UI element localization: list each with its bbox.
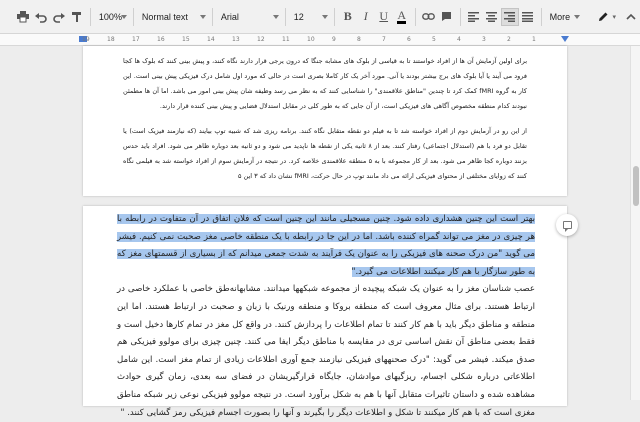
paragraph-text[interactable]: عصب شناسان مغز را به عنوان یک شبکه پیچیده از مجموعه شبکهها میدانند. مشابهانه‌طق خاصی با عملکرد خاصی در ارتباط هستند. برای مثال معروف است که منطقه بروکا و منطقه ورنیک با زبان و صحبت در ارتباط هستند. اما این منطقه و مناطق دیگر باید با هم کار کنند تا تمام اطلاعات را پردازش کنند. در واقع کل مغز در تمام کارها دخیل است و فقط بعضی مناطق آن نقش اساسی تری در مقایسه با مناطق دیگر ایفا می کنند. چنین چیزی برای مولوو فیزیکی هم صدق میکند. فیشر می گوید: "درک صحنههای فیزیکی نیازمند جمع آوری اطلاعات زیادی از تمام مغز است. این شامل اطلاعاتی درباره شکلی اجسام، ریزگیهای موادشان، جایگاه قرارگیریشان در فضای سه بعدی، زمان گیری حوادث مشاهده شده و داستان تاثیرات متقابل آنها با هم به شکل برآورد است. در نتیجه مولوو فیزیکی نوعی زیر شبکه مناطق مغزی است که با هم کار میکنند تا شکل و اطلاعات دیگر را بگیرند و آنها را بصورت اجسام فیزیکی رمز گشایی کنند. " bbox=[117, 284, 535, 418]
chevron-down-icon bbox=[121, 15, 127, 19]
ruler-tick-label: 11 bbox=[282, 36, 290, 43]
chevron-down-icon bbox=[574, 15, 580, 19]
document-page bbox=[83, 46, 567, 196]
ruler-tick-label: 16 bbox=[157, 36, 165, 43]
text-selection[interactable]: بهتر است این چنین هشداری داده شود. چنین مسجیلی مانند این چنین است که فلان اتفاق در آن متفاوت در رابطه با هر چیزی در مغز می تواند گمراه کننده باشد. اما در این جا در رابطه با یک منطقه خاصی مغز صحبت نمی کنیم. فیشر می گوید "من درک صحنه های فیزیکی را به عنوان یک فرآیند به شدت جمعی میدانم که از بسیاری از قسمتهای مغز که به طور سازگار با هم کار میکنند اطلاعات می گیرد." bbox=[117, 214, 535, 277]
toolbar-divider bbox=[133, 8, 134, 26]
ruler-tick-label: 15 bbox=[182, 36, 190, 43]
toolbar-divider bbox=[285, 8, 286, 26]
pencil-icon[interactable] bbox=[594, 8, 612, 26]
bold-button[interactable]: B bbox=[343, 9, 352, 23]
font-size-select[interactable] bbox=[290, 7, 330, 27]
chevron-down-icon[interactable]: ▾ bbox=[612, 12, 617, 21]
paragraph-text[interactable]: برای اولین آزمایش آن ها از افراد خواستند تا به قیاسی از بلوک های مشابه جنگا که درون یرجی قرار دارند نگاه کنند، و پیش بینی کنند که بلوک ها کجا فرود می آیند یا آیا بلوک های برج بیشتر بودند یا آنی. مورد آخر یک کار کاملا بصری است در حالی که مورد اول شامل درک فیزیکی پیش بینی است. این کار به گروه fMRI کمک کرد تا چندین "مناطق علاقمندی" را شناسایی کنند که به نظر می رسد وظیفه شان پیش بینی امور می باشد. اما آن ها مطمئن نبودند کدام منطقه مخصوص آگاهی های فیزیکی است، از آن جایی که به طور کلی در مقابل استدلال فضایی و پیش بینی کننده قرار دارند. bbox=[123, 57, 528, 110]
ruler-tick-label: 7 bbox=[382, 36, 386, 43]
undo-icon[interactable] bbox=[32, 8, 50, 26]
paragraph[interactable] bbox=[123, 54, 527, 184]
comment-icon bbox=[563, 221, 572, 229]
ruler-tick-label: 1 bbox=[532, 36, 536, 43]
align-center-icon[interactable] bbox=[483, 8, 501, 26]
collapse-icon[interactable] bbox=[622, 8, 640, 26]
italic-button[interactable]: I bbox=[363, 9, 368, 23]
more-label: More bbox=[549, 11, 571, 22]
text-color-label: A bbox=[397, 8, 407, 22]
font-select[interactable] bbox=[217, 7, 281, 27]
scrollbar[interactable] bbox=[630, 46, 640, 400]
ruler-tick-label: 13 bbox=[232, 36, 240, 43]
ruler-tick-label: 3 bbox=[482, 36, 486, 43]
ruler-tick-label: 6 bbox=[407, 36, 411, 43]
toolbar bbox=[0, 0, 640, 34]
toolbar-divider bbox=[334, 8, 335, 26]
ruler-tick-label: 4 bbox=[457, 36, 461, 43]
toolbar-divider bbox=[541, 8, 542, 26]
paragraph-style-select[interactable] bbox=[138, 7, 208, 27]
comment-icon[interactable] bbox=[438, 8, 456, 26]
font-size-value: 12 bbox=[293, 11, 304, 22]
add-comment-button[interactable] bbox=[556, 214, 578, 236]
ruler[interactable] bbox=[0, 34, 640, 46]
zoom-value: 100% bbox=[98, 11, 122, 22]
toolbar-divider bbox=[415, 8, 416, 26]
paint-format-icon[interactable] bbox=[68, 8, 86, 26]
ruler-tick-label: 8 bbox=[357, 36, 361, 43]
toolbar-divider bbox=[460, 8, 461, 26]
chevron-down-icon bbox=[200, 15, 206, 19]
ruler-tick-label: 17 bbox=[132, 36, 140, 43]
print-icon[interactable] bbox=[14, 8, 32, 26]
underline-button[interactable]: U bbox=[379, 9, 389, 23]
font-value: Arial bbox=[220, 11, 239, 22]
link-icon[interactable] bbox=[420, 8, 438, 26]
ruler-tick-label: 10 bbox=[307, 36, 315, 43]
toolbar-divider bbox=[212, 8, 213, 26]
ruler-tick-label: 5 bbox=[432, 36, 436, 43]
ruler-tick-label: 2 bbox=[507, 36, 511, 43]
chevron-down-icon bbox=[322, 15, 328, 19]
chevron-down-icon bbox=[273, 15, 279, 19]
paragraph[interactable] bbox=[117, 211, 535, 422]
selected-paragraph[interactable] bbox=[117, 211, 535, 281]
paragraph-style-value: Normal text bbox=[141, 11, 188, 22]
scrollbar-thumb[interactable] bbox=[633, 166, 639, 206]
ruler-tick-label: 12 bbox=[257, 36, 265, 43]
align-right-icon[interactable] bbox=[501, 8, 519, 26]
zoom-select[interactable] bbox=[95, 7, 129, 27]
ruler-tick-label: 9 bbox=[332, 36, 336, 43]
text-color-button[interactable] bbox=[393, 8, 411, 26]
document-page bbox=[83, 206, 567, 418]
justify-icon[interactable] bbox=[519, 8, 537, 26]
paragraph-text[interactable]: از این رو در آزمایش دوم از افراد خواسته شد تا به فیلم دو نقطه متقابل نگاه کنند. برنامه ریزی شد که شبیه توپ بیایند (که نیازمند فیزیک است) یا تقابل دو فرد با هم (استدلال اجتماعی) رفتار کنند. بعد از ۸ ثانیه یکی از نقطه ها ناپدید می شود و دو ثانیه بعد دوباره ظاهر می شود. افراد باید حدس بزنند دوباره کجا ظاهر می شود. بعد از کار مجموعه با به ۵ منطقه علاقمندی خلاصه کرد. در نتیجه در آزمایش سوم از افراد خواسته شد به فیلمی نگاه کنند که زوایای مختلفی از محتوای فیزیکی ارائه می داد مانند توپ در حال حرکت، fMRI نشان داد که ۳ این ۵ bbox=[123, 127, 527, 180]
ruler-tick-label: 19 bbox=[82, 36, 90, 43]
redo-icon[interactable] bbox=[50, 8, 68, 26]
toolbar-divider bbox=[90, 8, 91, 26]
more-menu[interactable] bbox=[546, 7, 582, 27]
ruler-tick-label: 14 bbox=[207, 36, 215, 43]
ruler-tick-label: 18 bbox=[107, 36, 115, 43]
ruler-indent-marker[interactable] bbox=[561, 36, 569, 42]
align-left-icon[interactable] bbox=[465, 8, 483, 26]
